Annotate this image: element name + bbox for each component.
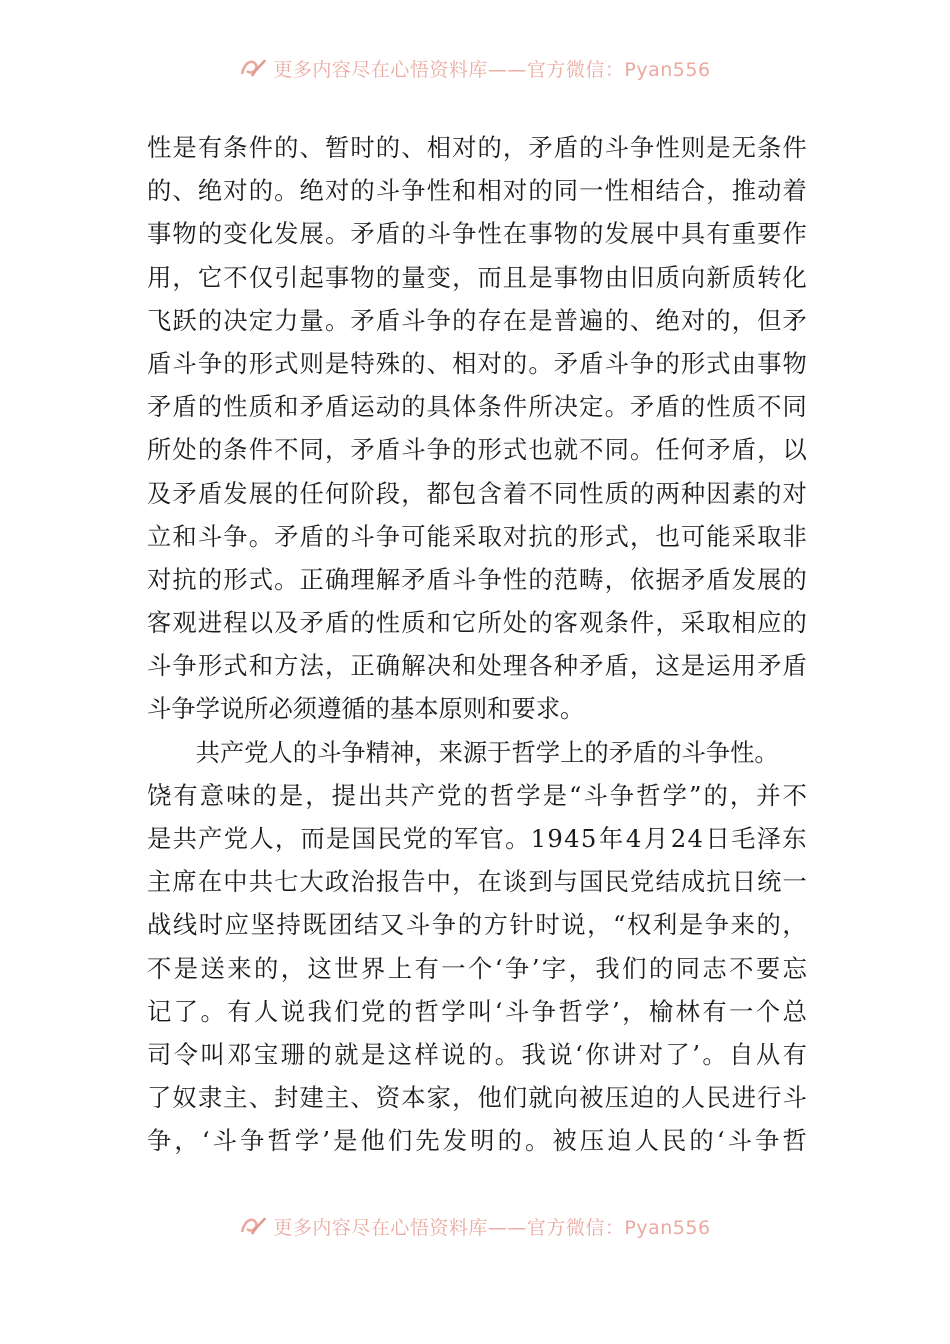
watermark-logo-icon: [239, 57, 267, 79]
text-line: 记 了 。 有 人 说 我 们 党 的 哲 学 叫 ‘ 斗 争 哲 学 ’ ， 榆 林 有 一 个 总: [147, 996, 807, 1026]
text-line: 斗争学说所必须遵循的基本原则和要求。: [147, 694, 585, 724]
watermark-text: 更多内容尽在心悟资料库——官方微信：Pyan556: [273, 1216, 711, 1239]
text-line: 共产党人的斗争精神，来源于哲学上的矛盾的斗争性。: [147, 737, 779, 767]
text-line: 是 共 产 党 人 ， 而 是 国 民 党 的 军 官 。 1 9 4 5 年 4 月 2 4 日 毛 泽 东: [147, 824, 807, 853]
text-line: 的 、 绝 对 的 。 绝 对 的 斗 争 性 和 相 对 的 同 一 性 相 结 合 ， 推 动 着: [147, 176, 807, 206]
watermark-logo-icon: [239, 1215, 267, 1237]
text-line: 对 抗 的 形 式 。 正 确 理 解 矛 盾 斗 争 性 的 范 畴 ， 依 据 矛 盾 发 展 的: [147, 564, 807, 594]
text-line: 斗 争 形 式 和 方 法 ， 正 确 解 决 和 处 理 各 种 矛 盾 ， 这 是 运 用 矛 盾: [147, 651, 807, 681]
text-line: 及 矛 盾 发 展 的 任 何 阶 段 ， 都 包 含 着 不 同 性 质 的 两 种 因 素 的 对: [147, 478, 807, 508]
header-watermark: [0, 48, 950, 88]
text-line: 战 线 时 应 坚 持 既 团 结 又 斗 争 的 方 针 时 说 ， “ 权 利 是 争 来 的 ，: [147, 910, 807, 940]
text-line: 用 ， 它 不 仅 引 起 事 物 的 量 变 ， 而 且 是 事 物 由 旧 质 向 新 质 转 化: [147, 262, 807, 292]
document-body: [147, 126, 807, 1163]
text-line: 了 奴 隶 主 、 封 建 主 、 资 本 家 ， 他 们 就 向 被 压 迫 的 人 民 进 行 斗: [147, 1083, 807, 1113]
text-line: 主 席 在 中 共 七 大 政 治 报 告 中 ， 在 谈 到 与 国 民 党 结 成 抗 日 统 一: [147, 867, 807, 897]
text-line: 盾 斗 争 的 形 式 则 是 特 殊 的 、 相 对 的 。 矛 盾 斗 争 的 形 式 由 事 物: [147, 348, 807, 378]
paragraph: [147, 126, 807, 731]
text-line: 飞 跃 的 决 定 力 量 。 矛 盾 斗 争 的 存 在 是 普 遍 的 、 绝 对 的 ， 但 矛: [147, 305, 807, 335]
text-line: 司 令 叫 邓 宝 珊 的 就 是 这 样 说 的 。 我 说 ‘ 你 讲 对 了 ’ 。 自 从 有: [147, 1039, 807, 1069]
paragraph: [147, 731, 807, 1163]
text-line: 立 和 斗 争 。 矛 盾 的 斗 争 可 能 采 取 对 抗 的 形 式 ， 也 可 能 采 取 非: [147, 521, 807, 551]
watermark-text: 更多内容尽在心悟资料库——官方微信：Pyan556: [273, 58, 711, 81]
text-line: 不 是 送 来 的 ， 这 世 界 上 有 一 个 ‘ 争 ’ 字 ， 我 们 的 同 志 不 要 忘: [147, 953, 807, 983]
text-line: 性 是 有 条 件 的 、 暂 时 的 、 相 对 的 ， 矛 盾 的 斗 争 性 则 是 无 条 件: [147, 133, 807, 162]
text-line: 饶 有 意 味 的 是 ， 提 出 共 产 党 的 哲 学 是 “ 斗 争 哲 学 ” 的 ， 并 不: [147, 780, 807, 810]
text-line: 争 ， ‘ 斗 争 哲 学 ’ 是 他 们 先 发 明 的 。 被 压 迫 人 民 的 ‘ 斗 争 哲: [147, 1126, 807, 1156]
text-line: 所 处 的 条 件 不 同 ， 矛 盾 斗 争 的 形 式 也 就 不 同 。 任 何 矛 盾 ， 以: [147, 435, 807, 465]
text-line: 矛 盾 的 性 质 和 矛 盾 运 动 的 具 体 条 件 所 决 定 。 矛 盾 的 性 质 不 同: [147, 392, 807, 422]
text-line: 事 物 的 变 化 发 展 。 矛 盾 的 斗 争 性 在 事 物 的 发 展 中 具 有 重 要 作: [147, 219, 807, 249]
footer-watermark: [0, 1206, 950, 1246]
text-line: 客 观 进 程 以 及 矛 盾 的 性 质 和 它 所 处 的 客 观 条 件 ， 采 取 相 应 的: [147, 608, 807, 638]
